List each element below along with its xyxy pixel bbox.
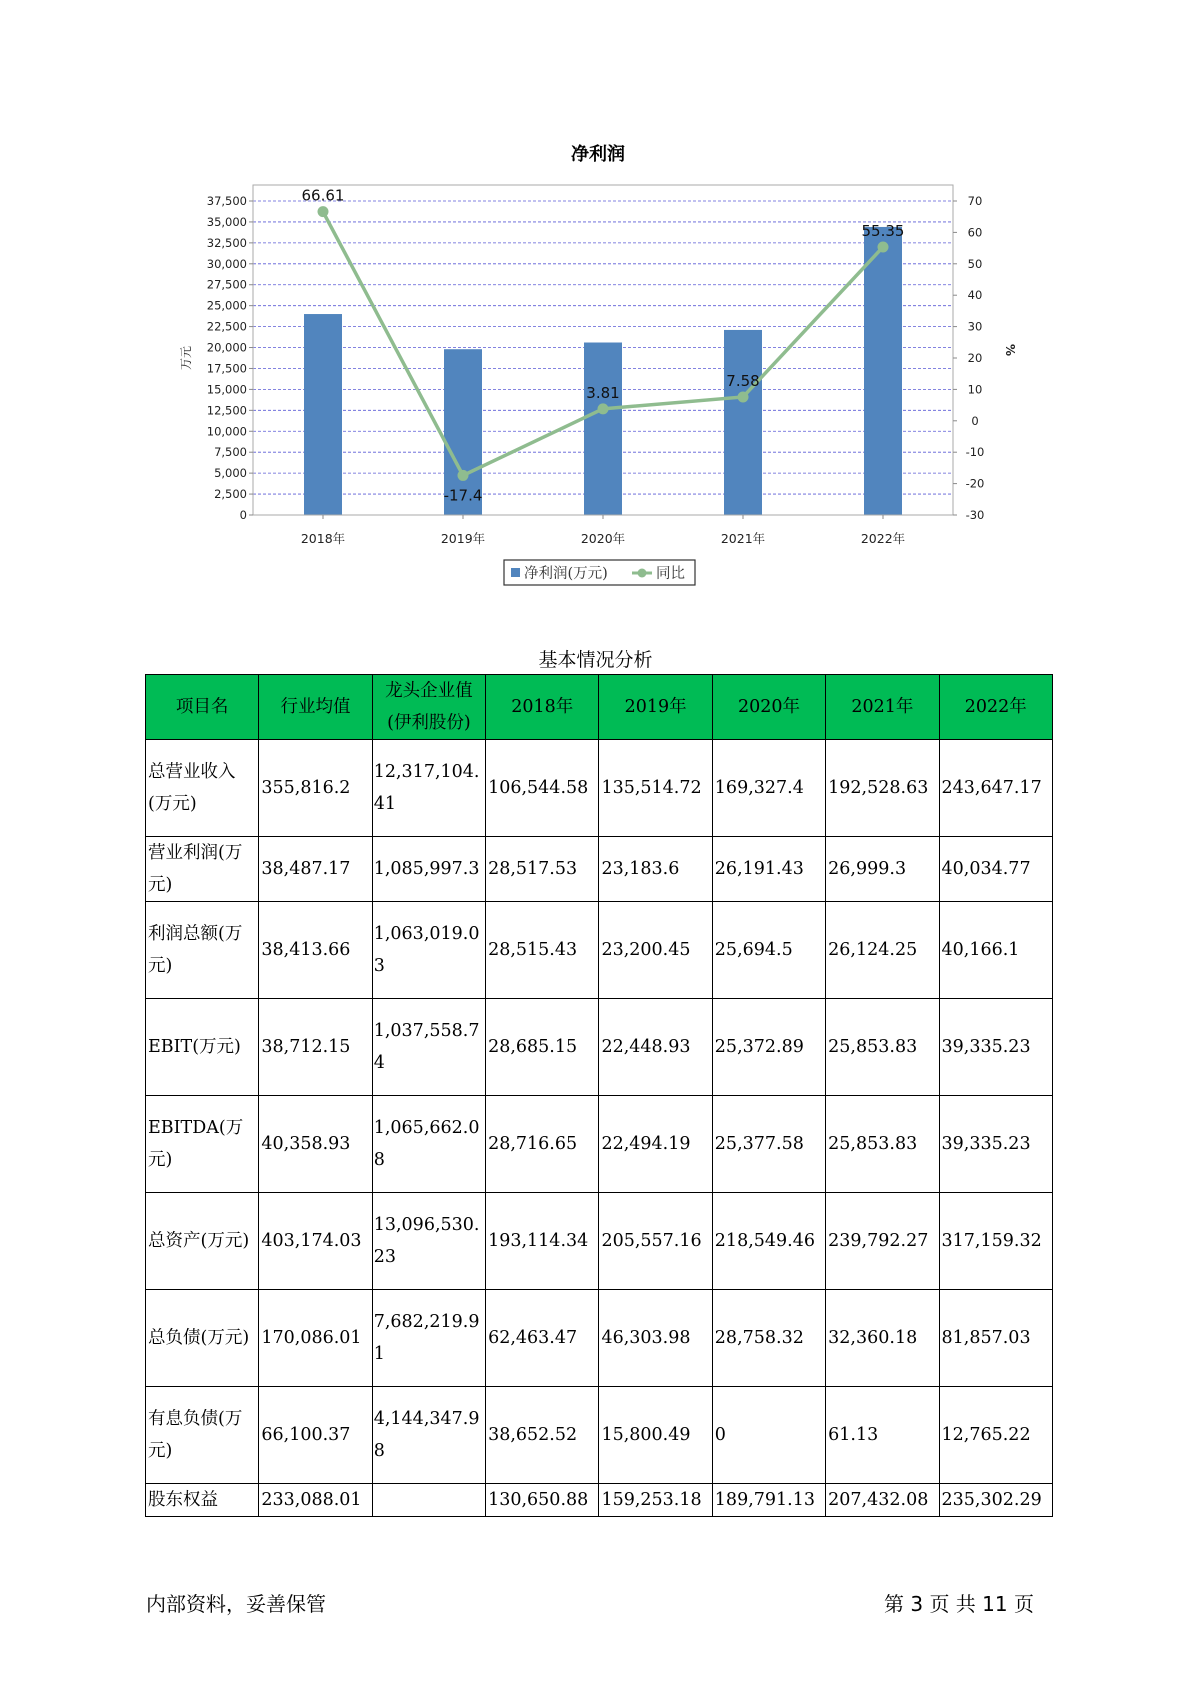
row-item-name: EBIT(万元): [146, 999, 259, 1096]
y-tick-label: 17,500: [206, 361, 247, 376]
yoy-point: [458, 470, 469, 481]
y2-tick-label: -30: [965, 508, 985, 522]
table-cell: 355,816.2: [259, 740, 372, 837]
table-row: [146, 1387, 1053, 1484]
column-header: 2022年: [939, 675, 1052, 740]
column-header: 2019年: [599, 675, 712, 740]
yoy-point: [738, 391, 749, 402]
table-cell: 38,487.17: [259, 837, 372, 902]
table-cell: 46,303.98: [599, 1290, 712, 1387]
table-cell: 15,800.49: [599, 1387, 712, 1484]
table-cell: 1,037,558.74: [372, 999, 485, 1096]
row-item-name: 总负债(万元): [146, 1290, 259, 1387]
table-cell: 13,096,530.23: [372, 1193, 485, 1290]
x-tick-label: 2021年: [720, 531, 766, 546]
table-cell: 193,114.34: [486, 1193, 599, 1290]
y-tick-label: 35,000: [206, 214, 247, 229]
y-tick-label: 37,500: [206, 194, 247, 208]
y-tick-label: 7,500: [214, 445, 247, 460]
table-cell: [372, 1484, 485, 1517]
y2-tick-label: 50: [967, 256, 983, 271]
column-header: 2020年: [712, 675, 825, 740]
table-cell: 62,463.47: [486, 1290, 599, 1387]
table-cell: 12,317,104.41: [372, 740, 485, 837]
yoy-point: [318, 206, 329, 217]
table-cell: 40,034.77: [939, 837, 1052, 902]
table-cell: 38,413.66: [259, 902, 372, 999]
column-header: 行业均值: [259, 675, 372, 740]
y-tick-label: 5,000: [214, 466, 247, 481]
table-cell: 317,159.32: [939, 1193, 1052, 1290]
basic-analysis-table: [145, 674, 1053, 1517]
table-cell: 207,432.08: [826, 1484, 939, 1517]
table-cell: 169,327.4: [712, 740, 825, 837]
legend-swatch-yoy-dot: [638, 569, 647, 578]
table-cell: 26,999.3: [826, 837, 939, 902]
table-header-row: [146, 675, 1053, 740]
table-cell: 192,528.63: [826, 740, 939, 837]
y-axis-label: 万元: [179, 345, 193, 371]
table-cell: 170,086.01: [259, 1290, 372, 1387]
table-row: [146, 1484, 1053, 1517]
table-cell: 32,360.18: [826, 1290, 939, 1387]
column-header: 项目名: [146, 675, 259, 740]
yoy-data-label: -17.4: [443, 486, 483, 505]
y-tick-label: 10,000: [206, 424, 247, 439]
table-cell: 12,765.22: [939, 1387, 1052, 1484]
y-tick-label: 30,000: [206, 256, 247, 271]
table-row: [146, 837, 1053, 902]
y2-tick-label: -10: [965, 445, 985, 460]
y-tick-label: 20,000: [206, 340, 247, 355]
y2-tick-label: 30: [967, 319, 983, 334]
bar-net-profit: [584, 343, 622, 515]
row-item-name: EBITDA(万元): [146, 1096, 259, 1193]
bar-net-profit: [724, 330, 762, 515]
table-cell: 61.13: [826, 1387, 939, 1484]
chart-title: 净利润: [571, 144, 625, 165]
table-cell: 235,302.29: [939, 1484, 1052, 1517]
y2-tick-label: 0: [971, 413, 979, 428]
x-tick-label: 2019年: [440, 531, 486, 546]
table-row: [146, 902, 1053, 999]
legend-swatch-net-profit: [511, 568, 520, 577]
table-row: [146, 999, 1053, 1096]
y-tick-label: 15,000: [206, 382, 247, 397]
y2-axis-label: %: [1003, 343, 1017, 357]
y2-tick-label: 60: [967, 225, 983, 240]
table-cell: 26,124.25: [826, 902, 939, 999]
table-cell: 233,088.01: [259, 1484, 372, 1517]
table-cell: 38,712.15: [259, 999, 372, 1096]
table-cell: 81,857.03: [939, 1290, 1052, 1387]
y2-tick-label: 40: [967, 288, 983, 303]
table-cell: 243,647.17: [939, 740, 1052, 837]
table-cell: 25,694.5: [712, 902, 825, 999]
table-cell: 239,792.27: [826, 1193, 939, 1290]
table-cell: 25,853.83: [826, 999, 939, 1096]
table-cell: 205,557.16: [599, 1193, 712, 1290]
bar-net-profit: [304, 314, 342, 515]
yoy-data-label: 55.35: [861, 222, 905, 241]
row-item-name: 总营业收入(万元): [146, 740, 259, 837]
row-item-name: 总资产(万元): [146, 1193, 259, 1290]
y-tick-label: 27,500: [206, 277, 247, 292]
table-cell: 25,853.83: [826, 1096, 939, 1193]
yoy-point: [878, 242, 889, 253]
table-cell: 130,650.88: [486, 1484, 599, 1517]
column-header: 2021年: [826, 675, 939, 740]
table-cell: 1,085,997.3: [372, 837, 485, 902]
table-cell: 40,358.93: [259, 1096, 372, 1193]
y2-tick-label: 70: [967, 194, 983, 208]
row-item-name: 有息负债(万元): [146, 1387, 259, 1484]
table-cell: 28,716.65: [486, 1096, 599, 1193]
table-cell: 22,448.93: [599, 999, 712, 1096]
table-cell: 39,335.23: [939, 1096, 1052, 1193]
yoy-data-label: 7.58: [726, 371, 760, 390]
table-cell: 28,517.53: [486, 837, 599, 902]
table-cell: 38,652.52: [486, 1387, 599, 1484]
table-cell: 66,100.37: [259, 1387, 372, 1484]
bar-net-profit: [864, 227, 902, 515]
y2-tick-label: 10: [967, 382, 983, 397]
table-cell: 26,191.43: [712, 837, 825, 902]
table-row: [146, 740, 1053, 837]
y-tick-label: 0: [239, 508, 247, 522]
table-cell: 39,335.23: [939, 999, 1052, 1096]
row-item-name: 利润总额(万元): [146, 902, 259, 999]
column-header: 龙头企业值(伊利股份): [372, 675, 485, 740]
table-cell: 23,183.6: [599, 837, 712, 902]
table-cell: 22,494.19: [599, 1096, 712, 1193]
row-item-name: 营业利润(万元): [146, 837, 259, 902]
x-tick-label: 2018年: [300, 531, 346, 546]
column-header: 2018年: [486, 675, 599, 740]
x-tick-label: 2020年: [580, 531, 626, 546]
yoy-data-label: 66.61: [301, 186, 345, 205]
table-cell: 25,372.89: [712, 999, 825, 1096]
table-cell: 135,514.72: [599, 740, 712, 837]
legend-label-net-profit: 净利润(万元): [524, 566, 608, 582]
table-cell: 28,758.32: [712, 1290, 825, 1387]
table-row: [146, 1193, 1053, 1290]
y-tick-label: 25,000: [206, 298, 247, 313]
y-tick-label: 32,500: [206, 235, 247, 250]
table-cell: 4,144,347.98: [372, 1387, 485, 1484]
table-cell: 25,377.58: [712, 1096, 825, 1193]
yoy-data-label: 3.81: [586, 383, 620, 402]
table-caption: 基本情况分析: [538, 649, 653, 671]
y2-tick-label: 20: [967, 351, 983, 365]
table-cell: 1,063,019.03: [372, 902, 485, 999]
y-tick-label: 2,500: [214, 487, 247, 502]
y2-tick-label: -20: [965, 476, 985, 491]
table-cell: 28,685.15: [486, 999, 599, 1096]
table-cell: 0: [712, 1387, 825, 1484]
table-cell: 28,515.43: [486, 902, 599, 999]
y-tick-label: 12,500: [206, 403, 247, 418]
table-cell: 40,166.1: [939, 902, 1052, 999]
y-tick-label: 22,500: [206, 319, 247, 334]
chart-legend: [504, 560, 695, 585]
footer-confidential-note: 内部资料，妥善保管: [146, 1592, 326, 1616]
row-item-name: 股东权益: [146, 1484, 259, 1517]
table-cell: 218,549.46: [712, 1193, 825, 1290]
table-cell: 403,174.03: [259, 1193, 372, 1290]
table-cell: 7,682,219.91: [372, 1290, 485, 1387]
yoy-point: [598, 403, 609, 414]
table-cell: 159,253.18: [599, 1484, 712, 1517]
table-row: [146, 1290, 1053, 1387]
net-profit-chart: [0, 0, 1191, 600]
x-tick-label: 2022年: [860, 531, 906, 546]
table-cell: 106,544.58: [486, 740, 599, 837]
table-cell: 1,065,662.08: [372, 1096, 485, 1193]
table-cell: 189,791.13: [712, 1484, 825, 1517]
legend-label-yoy: 同比: [656, 566, 685, 582]
footer-page-number: 第 3 页 共 11 页: [884, 1592, 1034, 1616]
table-row: [146, 1096, 1053, 1193]
table-cell: 23,200.45: [599, 902, 712, 999]
